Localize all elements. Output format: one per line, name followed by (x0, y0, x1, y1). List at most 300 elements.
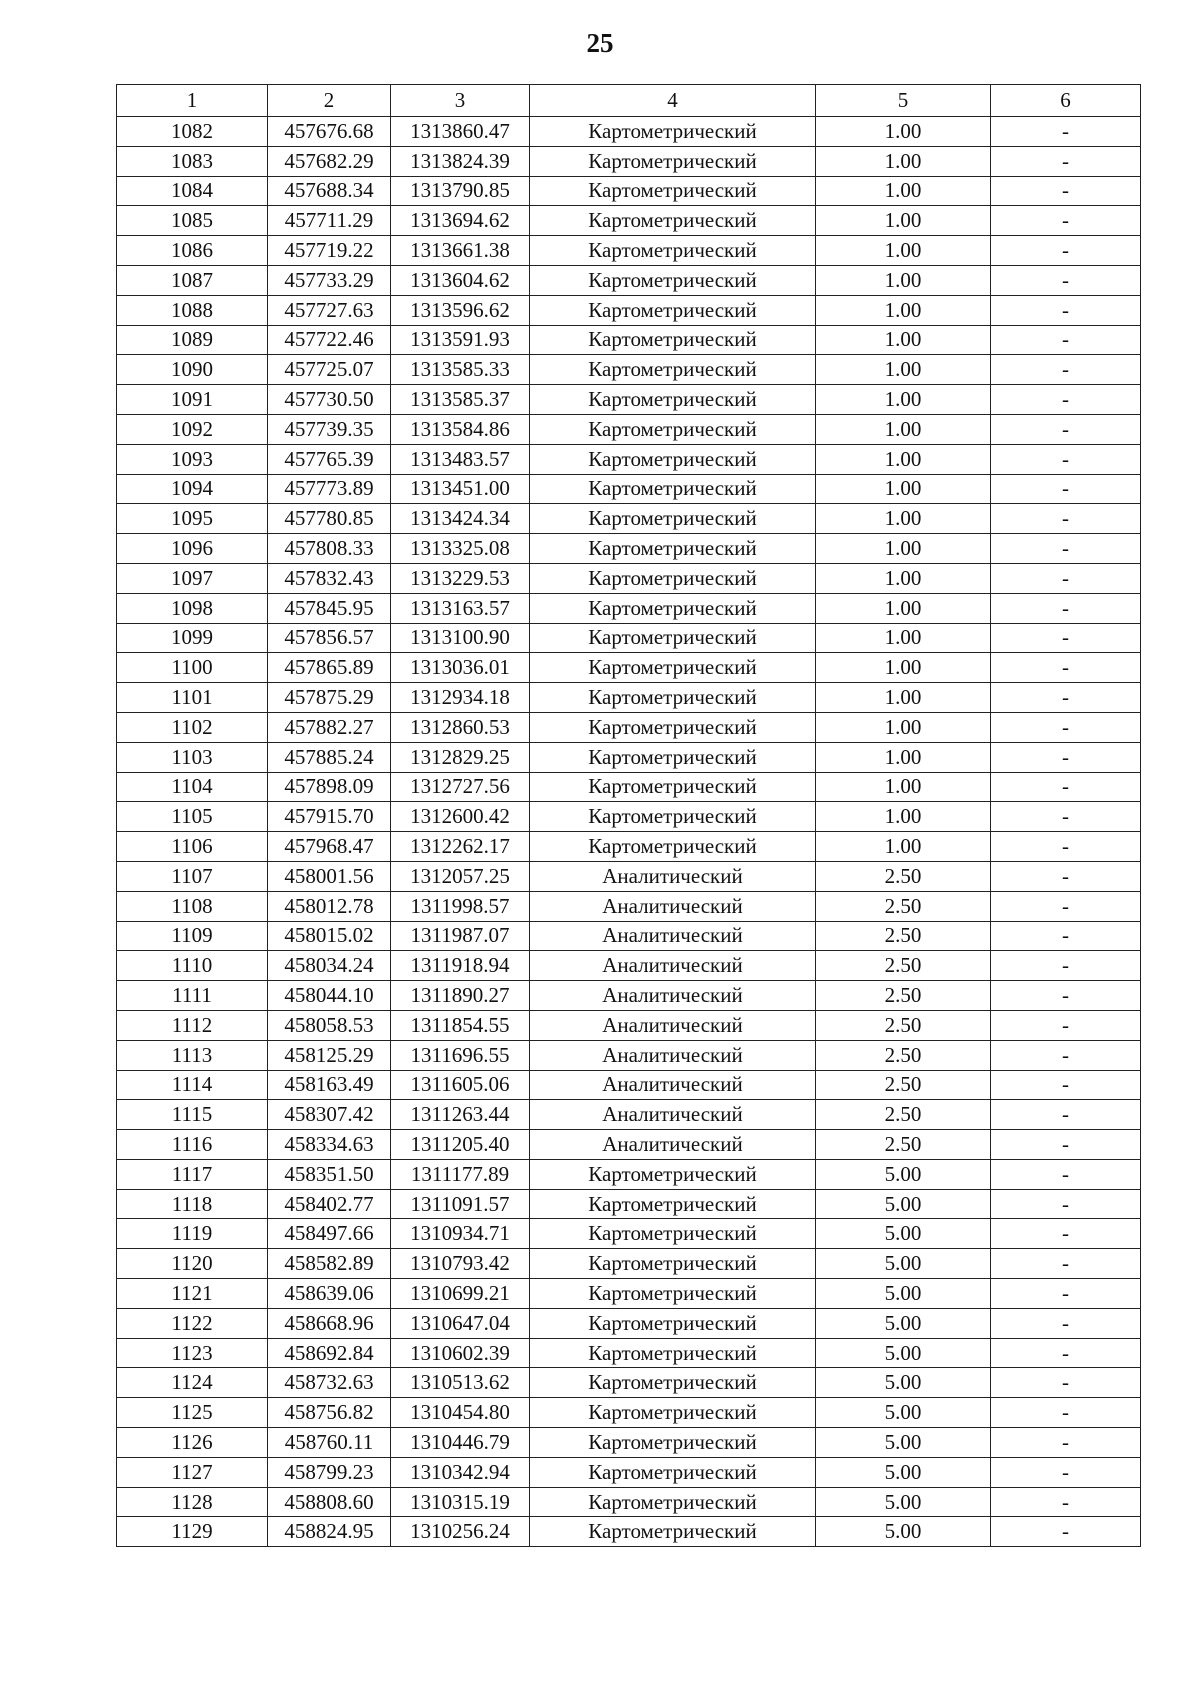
cell-method: Картометрический (530, 683, 816, 713)
table-body (117, 117, 1141, 1547)
table-row (117, 206, 1141, 236)
cell-x-coordinate: 458732.63 (268, 1368, 391, 1398)
table-row (117, 1338, 1141, 1368)
cell-point-number: 1122 (117, 1308, 268, 1338)
cell-note: - (991, 504, 1141, 534)
cell-point-number: 1090 (117, 355, 268, 385)
cell-x-coordinate: 457719.22 (268, 236, 391, 266)
cell-accuracy: 1.00 (816, 295, 991, 325)
cell-accuracy: 2.50 (816, 1100, 991, 1130)
cell-point-number: 1100 (117, 653, 268, 683)
cell-x-coordinate: 457885.24 (268, 742, 391, 772)
cell-point-number: 1102 (117, 712, 268, 742)
cell-method: Картометрический (530, 1308, 816, 1338)
cell-x-coordinate: 458760.11 (268, 1428, 391, 1458)
cell-x-coordinate: 457727.63 (268, 295, 391, 325)
cell-note: - (991, 1100, 1141, 1130)
cell-method: Картометрический (530, 1219, 816, 1249)
table-row (117, 265, 1141, 295)
cell-x-coordinate: 457739.35 (268, 414, 391, 444)
cell-point-number: 1088 (117, 295, 268, 325)
header-col-1: 1 (117, 85, 268, 117)
table-row (117, 1070, 1141, 1100)
cell-y-coordinate: 1311177.89 (391, 1159, 530, 1189)
cell-y-coordinate: 1313036.01 (391, 653, 530, 683)
cell-x-coordinate: 457856.57 (268, 623, 391, 653)
cell-accuracy: 1.00 (816, 117, 991, 147)
cell-method: Картометрический (530, 832, 816, 862)
cell-note: - (991, 951, 1141, 981)
cell-method: Картометрический (530, 355, 816, 385)
table-row (117, 444, 1141, 474)
cell-x-coordinate: 458012.78 (268, 891, 391, 921)
cell-method: Аналитический (530, 1130, 816, 1160)
cell-y-coordinate: 1313790.85 (391, 176, 530, 206)
cell-method: Картометрический (530, 117, 816, 147)
cell-x-coordinate: 458756.82 (268, 1398, 391, 1428)
cell-accuracy: 1.00 (816, 534, 991, 564)
cell-accuracy: 1.00 (816, 206, 991, 236)
cell-y-coordinate: 1311854.55 (391, 1010, 530, 1040)
cell-method: Аналитический (530, 981, 816, 1011)
cell-method: Картометрический (530, 712, 816, 742)
cell-method: Картометрический (530, 236, 816, 266)
table-row (117, 176, 1141, 206)
cell-x-coordinate: 458163.49 (268, 1070, 391, 1100)
cell-note: - (991, 563, 1141, 593)
page-number: 25 (586, 28, 614, 58)
cell-y-coordinate: 1311605.06 (391, 1070, 530, 1100)
cell-x-coordinate: 458334.63 (268, 1130, 391, 1160)
cell-note: - (991, 1457, 1141, 1487)
cell-x-coordinate: 457845.95 (268, 593, 391, 623)
cell-accuracy: 1.00 (816, 802, 991, 832)
cell-method: Картометрический (530, 742, 816, 772)
cell-accuracy: 5.00 (816, 1219, 991, 1249)
table-row (117, 1159, 1141, 1189)
cell-method: Аналитический (530, 1010, 816, 1040)
cell-point-number: 1111 (117, 981, 268, 1011)
cell-y-coordinate: 1312727.56 (391, 772, 530, 802)
cell-accuracy: 2.50 (816, 981, 991, 1011)
cell-method: Картометрический (530, 1368, 816, 1398)
cell-accuracy: 1.00 (816, 444, 991, 474)
cell-x-coordinate: 458808.60 (268, 1487, 391, 1517)
cell-y-coordinate: 1313591.93 (391, 325, 530, 355)
cell-method: Аналитический (530, 1070, 816, 1100)
cell-accuracy: 1.00 (816, 325, 991, 355)
cell-y-coordinate: 1313824.39 (391, 146, 530, 176)
cell-point-number: 1091 (117, 385, 268, 415)
cell-x-coordinate: 458034.24 (268, 951, 391, 981)
cell-point-number: 1084 (117, 176, 268, 206)
cell-x-coordinate: 458639.06 (268, 1279, 391, 1309)
table-row (117, 1189, 1141, 1219)
cell-accuracy: 1.00 (816, 265, 991, 295)
cell-point-number: 1094 (117, 474, 268, 504)
table-row (117, 1487, 1141, 1517)
cell-x-coordinate: 457808.33 (268, 534, 391, 564)
cell-note: - (991, 1428, 1141, 1458)
cell-y-coordinate: 1313694.62 (391, 206, 530, 236)
cell-method: Картометрический (530, 534, 816, 564)
cell-x-coordinate: 458044.10 (268, 981, 391, 1011)
cell-x-coordinate: 458307.42 (268, 1100, 391, 1130)
cell-point-number: 1109 (117, 921, 268, 951)
cell-accuracy: 5.00 (816, 1279, 991, 1309)
cell-accuracy: 5.00 (816, 1249, 991, 1279)
table-row (117, 921, 1141, 951)
header-col-6: 6 (991, 85, 1141, 117)
cell-accuracy: 2.50 (816, 1040, 991, 1070)
cell-method: Картометрический (530, 295, 816, 325)
cell-accuracy: 1.00 (816, 683, 991, 713)
cell-accuracy: 1.00 (816, 593, 991, 623)
cell-method: Картометрический (530, 563, 816, 593)
cell-y-coordinate: 1310446.79 (391, 1428, 530, 1458)
table-row (117, 891, 1141, 921)
cell-method: Аналитический (530, 1100, 816, 1130)
cell-y-coordinate: 1311987.07 (391, 921, 530, 951)
cell-y-coordinate: 1310602.39 (391, 1338, 530, 1368)
cell-y-coordinate: 1311890.27 (391, 981, 530, 1011)
table-row (117, 712, 1141, 742)
cell-point-number: 1106 (117, 832, 268, 862)
cell-x-coordinate: 458582.89 (268, 1249, 391, 1279)
cell-note: - (991, 921, 1141, 951)
cell-point-number: 1125 (117, 1398, 268, 1428)
cell-y-coordinate: 1313604.62 (391, 265, 530, 295)
table-row (117, 653, 1141, 683)
cell-accuracy: 2.50 (816, 921, 991, 951)
cell-accuracy: 2.50 (816, 1010, 991, 1040)
cell-note: - (991, 1219, 1141, 1249)
cell-x-coordinate: 458001.56 (268, 861, 391, 891)
cell-x-coordinate: 457773.89 (268, 474, 391, 504)
cell-point-number: 1103 (117, 742, 268, 772)
table-row (117, 534, 1141, 564)
cell-accuracy: 5.00 (816, 1517, 991, 1547)
cell-point-number: 1119 (117, 1219, 268, 1249)
table-row (117, 772, 1141, 802)
header-col-4: 4 (530, 85, 816, 117)
cell-x-coordinate: 458824.95 (268, 1517, 391, 1547)
table-row (117, 683, 1141, 713)
cell-note: - (991, 653, 1141, 683)
cell-method: Картометрический (530, 504, 816, 534)
table-row (117, 832, 1141, 862)
table-row (117, 1279, 1141, 1309)
cell-note: - (991, 623, 1141, 653)
cell-method: Картометрический (530, 623, 816, 653)
cell-x-coordinate: 457882.27 (268, 712, 391, 742)
cell-accuracy: 2.50 (816, 891, 991, 921)
cell-note: - (991, 742, 1141, 772)
cell-point-number: 1087 (117, 265, 268, 295)
cell-x-coordinate: 458015.02 (268, 921, 391, 951)
cell-y-coordinate: 1311091.57 (391, 1189, 530, 1219)
cell-accuracy: 1.00 (816, 832, 991, 862)
cell-method: Картометрический (530, 802, 816, 832)
cell-method: Аналитический (530, 951, 816, 981)
cell-y-coordinate: 1312934.18 (391, 683, 530, 713)
cell-note: - (991, 1338, 1141, 1368)
cell-y-coordinate: 1310793.42 (391, 1249, 530, 1279)
cell-x-coordinate: 457968.47 (268, 832, 391, 862)
cell-y-coordinate: 1310315.19 (391, 1487, 530, 1517)
cell-point-number: 1129 (117, 1517, 268, 1547)
cell-x-coordinate: 457722.46 (268, 325, 391, 355)
cell-method: Картометрический (530, 593, 816, 623)
cell-accuracy: 5.00 (816, 1487, 991, 1517)
cell-note: - (991, 265, 1141, 295)
cell-accuracy: 1.00 (816, 653, 991, 683)
cell-y-coordinate: 1311205.40 (391, 1130, 530, 1160)
cell-y-coordinate: 1310454.80 (391, 1398, 530, 1428)
cell-note: - (991, 1487, 1141, 1517)
table-row (117, 1010, 1141, 1040)
cell-method: Картометрический (530, 146, 816, 176)
cell-y-coordinate: 1310699.21 (391, 1279, 530, 1309)
table-row (117, 802, 1141, 832)
cell-note: - (991, 534, 1141, 564)
cell-y-coordinate: 1313585.33 (391, 355, 530, 385)
cell-x-coordinate: 458668.96 (268, 1308, 391, 1338)
cell-note: - (991, 295, 1141, 325)
cell-method: Картометрический (530, 1189, 816, 1219)
cell-accuracy: 5.00 (816, 1368, 991, 1398)
table-row (117, 742, 1141, 772)
cell-x-coordinate: 457688.34 (268, 176, 391, 206)
cell-method: Картометрический (530, 1487, 816, 1517)
cell-accuracy: 1.00 (816, 176, 991, 206)
table-row (117, 1517, 1141, 1547)
header-col-5: 5 (816, 85, 991, 117)
header-col-3: 3 (391, 85, 530, 117)
cell-x-coordinate: 457676.68 (268, 117, 391, 147)
table-row (117, 504, 1141, 534)
cell-method: Картометрический (530, 1338, 816, 1368)
cell-y-coordinate: 1313483.57 (391, 444, 530, 474)
cell-x-coordinate: 457898.09 (268, 772, 391, 802)
cell-note: - (991, 176, 1141, 206)
cell-y-coordinate: 1313661.38 (391, 236, 530, 266)
cell-y-coordinate: 1312829.25 (391, 742, 530, 772)
cell-point-number: 1104 (117, 772, 268, 802)
cell-method: Картометрический (530, 1279, 816, 1309)
cell-note: - (991, 1010, 1141, 1040)
cell-accuracy: 1.00 (816, 772, 991, 802)
cell-note: - (991, 444, 1141, 474)
cell-x-coordinate: 457733.29 (268, 265, 391, 295)
cell-note: - (991, 1040, 1141, 1070)
cell-point-number: 1086 (117, 236, 268, 266)
cell-point-number: 1123 (117, 1338, 268, 1368)
table-row (117, 1308, 1141, 1338)
cell-x-coordinate: 457780.85 (268, 504, 391, 534)
cell-y-coordinate: 1313325.08 (391, 534, 530, 564)
cell-method: Аналитический (530, 891, 816, 921)
cell-method: Картометрический (530, 474, 816, 504)
cell-accuracy: 1.00 (816, 712, 991, 742)
cell-accuracy: 5.00 (816, 1457, 991, 1487)
header-row (117, 85, 1141, 117)
table-row (117, 623, 1141, 653)
cell-note: - (991, 593, 1141, 623)
cell-point-number: 1097 (117, 563, 268, 593)
table-row (117, 414, 1141, 444)
cell-method: Картометрический (530, 176, 816, 206)
cell-note: - (991, 236, 1141, 266)
cell-point-number: 1118 (117, 1189, 268, 1219)
cell-note: - (991, 802, 1141, 832)
cell-accuracy: 5.00 (816, 1308, 991, 1338)
cell-point-number: 1089 (117, 325, 268, 355)
table-row (117, 981, 1141, 1011)
cell-x-coordinate: 457765.39 (268, 444, 391, 474)
cell-x-coordinate: 457682.29 (268, 146, 391, 176)
cell-note: - (991, 891, 1141, 921)
cell-point-number: 1127 (117, 1457, 268, 1487)
cell-point-number: 1128 (117, 1487, 268, 1517)
cell-accuracy: 1.00 (816, 236, 991, 266)
cell-accuracy: 1.00 (816, 146, 991, 176)
cell-method: Картометрический (530, 1428, 816, 1458)
cell-x-coordinate: 458692.84 (268, 1338, 391, 1368)
cell-point-number: 1115 (117, 1100, 268, 1130)
cell-note: - (991, 146, 1141, 176)
cell-y-coordinate: 1313451.00 (391, 474, 530, 504)
cell-point-number: 1113 (117, 1040, 268, 1070)
cell-note: - (991, 683, 1141, 713)
cell-note: - (991, 772, 1141, 802)
cell-point-number: 1110 (117, 951, 268, 981)
cell-note: - (991, 117, 1141, 147)
cell-x-coordinate: 457711.29 (268, 206, 391, 236)
cell-accuracy: 2.50 (816, 951, 991, 981)
cell-method: Аналитический (530, 861, 816, 891)
cell-x-coordinate: 457865.89 (268, 653, 391, 683)
cell-accuracy: 1.00 (816, 355, 991, 385)
cell-method: Картометрический (530, 772, 816, 802)
cell-note: - (991, 355, 1141, 385)
cell-point-number: 1099 (117, 623, 268, 653)
table-row (117, 861, 1141, 891)
cell-x-coordinate: 457832.43 (268, 563, 391, 593)
cell-point-number: 1083 (117, 146, 268, 176)
cell-method: Аналитический (530, 921, 816, 951)
table-row (117, 474, 1141, 504)
cell-y-coordinate: 1313229.53 (391, 563, 530, 593)
header-col-2: 2 (268, 85, 391, 117)
cell-accuracy: 1.00 (816, 742, 991, 772)
cell-accuracy: 5.00 (816, 1398, 991, 1428)
cell-point-number: 1105 (117, 802, 268, 832)
cell-method: Картометрический (530, 414, 816, 444)
table-row (117, 1219, 1141, 1249)
table-header (117, 85, 1141, 117)
cell-method: Картометрический (530, 1517, 816, 1547)
cell-y-coordinate: 1312860.53 (391, 712, 530, 742)
cell-y-coordinate: 1310934.71 (391, 1219, 530, 1249)
cell-method: Аналитический (530, 1040, 816, 1070)
cell-note: - (991, 1070, 1141, 1100)
cell-y-coordinate: 1312057.25 (391, 861, 530, 891)
table-row (117, 146, 1141, 176)
cell-y-coordinate: 1313100.90 (391, 623, 530, 653)
cell-point-number: 1124 (117, 1368, 268, 1398)
cell-note: - (991, 385, 1141, 415)
cell-note: - (991, 1517, 1141, 1547)
cell-note: - (991, 1249, 1141, 1279)
cell-accuracy: 5.00 (816, 1189, 991, 1219)
cell-x-coordinate: 457915.70 (268, 802, 391, 832)
table-row (117, 1040, 1141, 1070)
table-row (117, 1398, 1141, 1428)
cell-note: - (991, 1189, 1141, 1219)
cell-y-coordinate: 1313584.86 (391, 414, 530, 444)
cell-point-number: 1095 (117, 504, 268, 534)
cell-accuracy: 1.00 (816, 563, 991, 593)
cell-y-coordinate: 1313163.57 (391, 593, 530, 623)
cell-x-coordinate: 458799.23 (268, 1457, 391, 1487)
cell-point-number: 1121 (117, 1279, 268, 1309)
cell-method: Картометрический (530, 1457, 816, 1487)
cell-y-coordinate: 1310513.62 (391, 1368, 530, 1398)
cell-point-number: 1114 (117, 1070, 268, 1100)
table-row (117, 593, 1141, 623)
cell-x-coordinate: 458351.50 (268, 1159, 391, 1189)
table-row (117, 1457, 1141, 1487)
cell-x-coordinate: 458497.66 (268, 1219, 391, 1249)
table-row (117, 1368, 1141, 1398)
cell-method: Картометрический (530, 1398, 816, 1428)
cell-accuracy: 2.50 (816, 1070, 991, 1100)
table-row (117, 236, 1141, 266)
table-row (117, 1100, 1141, 1130)
cell-x-coordinate: 458125.29 (268, 1040, 391, 1070)
cell-x-coordinate: 458402.77 (268, 1189, 391, 1219)
cell-accuracy: 1.00 (816, 414, 991, 444)
cell-point-number: 1116 (117, 1130, 268, 1160)
cell-y-coordinate: 1310342.94 (391, 1457, 530, 1487)
cell-method: Картометрический (530, 265, 816, 295)
cell-x-coordinate: 457730.50 (268, 385, 391, 415)
cell-note: - (991, 1308, 1141, 1338)
cell-x-coordinate: 457725.07 (268, 355, 391, 385)
cell-y-coordinate: 1311998.57 (391, 891, 530, 921)
cell-accuracy: 2.50 (816, 1130, 991, 1160)
cell-point-number: 1082 (117, 117, 268, 147)
cell-point-number: 1120 (117, 1249, 268, 1279)
cell-point-number: 1093 (117, 444, 268, 474)
cell-note: - (991, 1159, 1141, 1189)
cell-y-coordinate: 1311696.55 (391, 1040, 530, 1070)
cell-method: Картометрический (530, 1159, 816, 1189)
cell-accuracy: 1.00 (816, 504, 991, 534)
cell-note: - (991, 861, 1141, 891)
cell-note: - (991, 1130, 1141, 1160)
cell-x-coordinate: 458058.53 (268, 1010, 391, 1040)
cell-note: - (991, 1368, 1141, 1398)
cell-point-number: 1112 (117, 1010, 268, 1040)
cell-accuracy: 5.00 (816, 1159, 991, 1189)
cell-accuracy: 5.00 (816, 1428, 991, 1458)
cell-point-number: 1108 (117, 891, 268, 921)
cell-method: Картометрический (530, 1249, 816, 1279)
table-row (117, 951, 1141, 981)
cell-accuracy: 1.00 (816, 623, 991, 653)
